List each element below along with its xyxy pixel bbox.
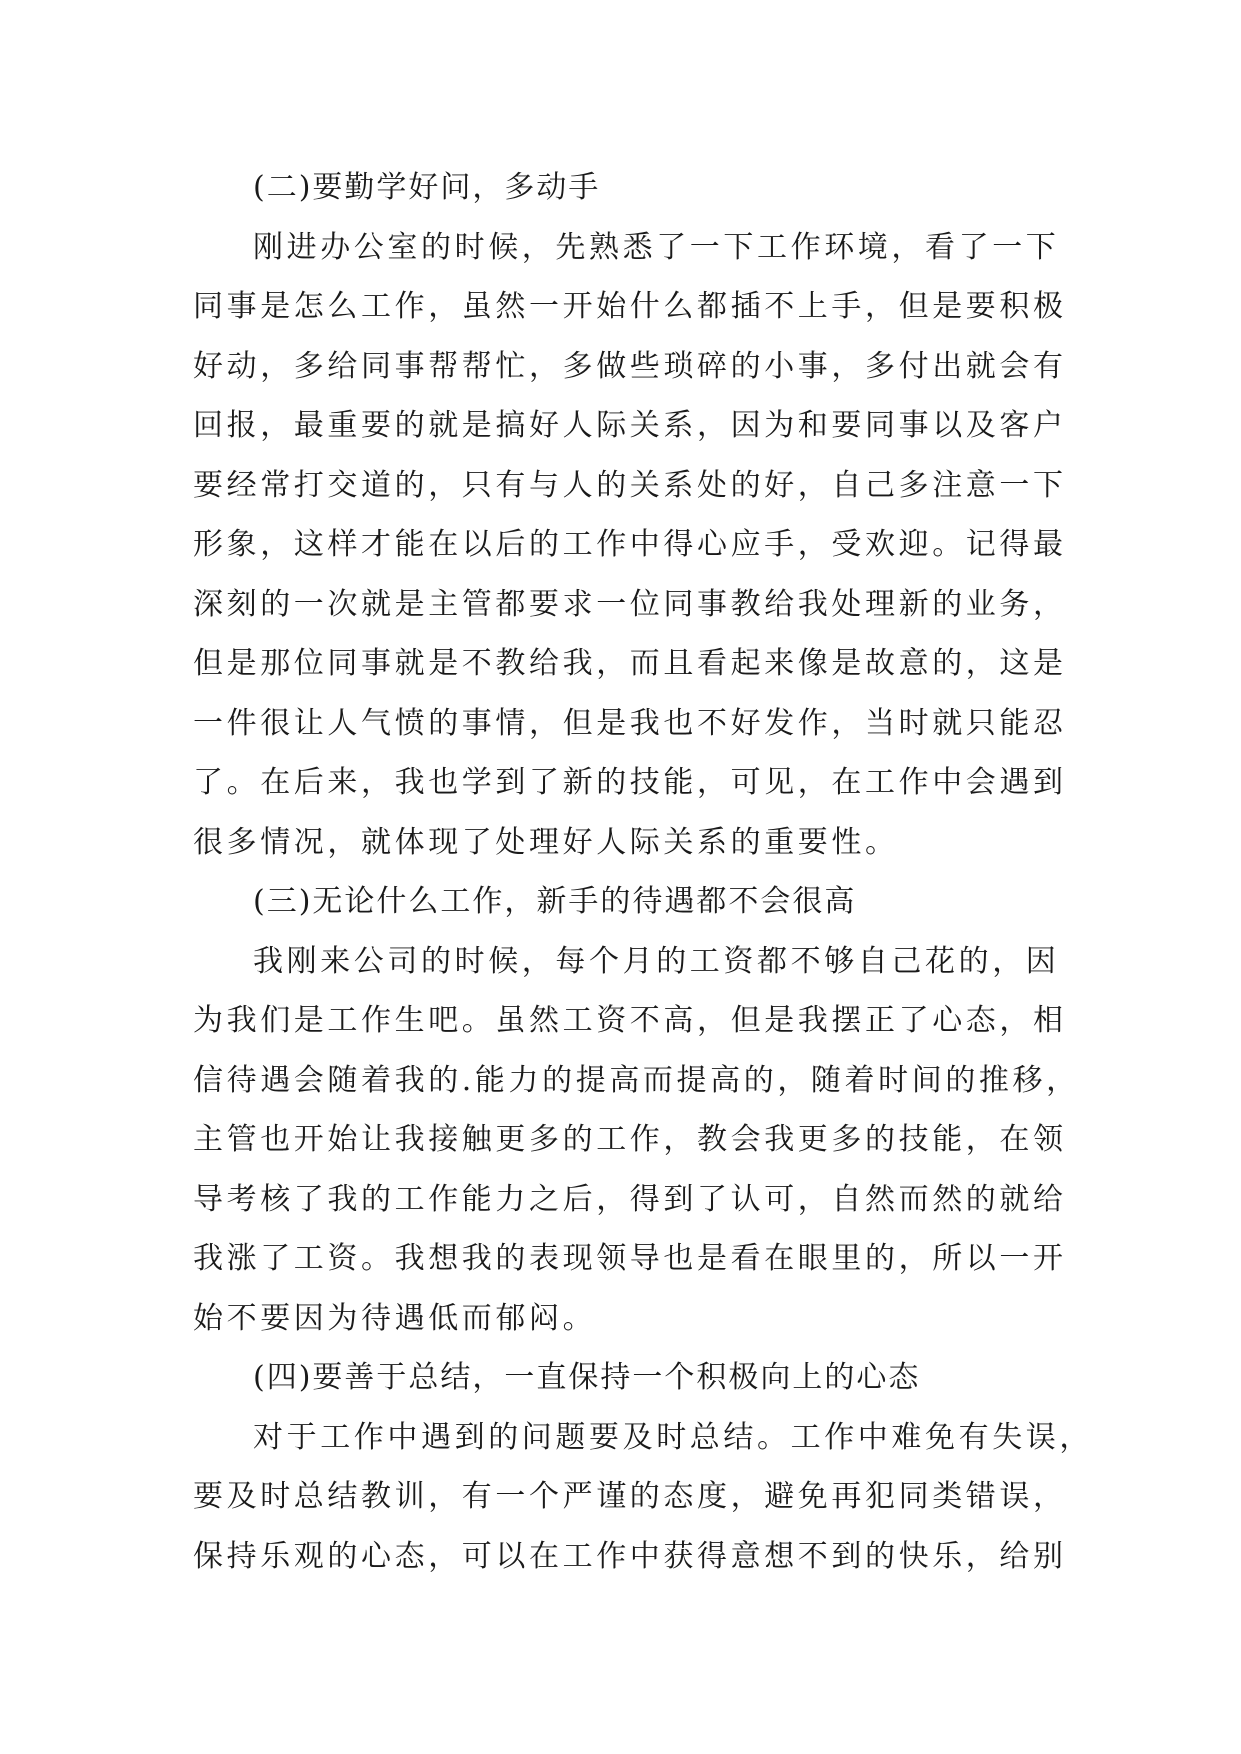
text-line: 很多情况，就体现了处理好人际关系的重要性。 <box>193 824 899 860</box>
document-body <box>193 158 1093 1586</box>
text-line: 一件很让人气愤的事情，但是我也不好发作，当时就只能忍 <box>193 705 1067 741</box>
text-line: 刚进办公室的时候，先熟悉了一下工作环境，看了一下 <box>253 229 1060 265</box>
text-line: 信待遇会随着我的.能力的提高而提高的，随着时间的推移， <box>193 1062 1080 1098</box>
text-line: 我涨了工资。我想我的表现领导也是看在眼里的，所以一开 <box>193 1241 1067 1276</box>
text-line: 形象，这样才能在以后的工作中得心应手，受欢迎。记得最 <box>193 527 1067 562</box>
text-line: 了。在后来，我也学到了新的技能，可见，在工作中会遇到 <box>193 765 1067 800</box>
text-line: 要经常打交道的，只有与人的关系处的好，自己多注意一下 <box>193 467 1067 503</box>
text-line: 好动，多给同事帮帮忙，多做些琐碎的小事，多付出就会有 <box>193 348 1067 384</box>
text-line: 保持乐观的心态，可以在工作中获得意想不到的快乐，给别 <box>193 1538 1067 1574</box>
section-body-3 <box>193 932 1080 1349</box>
section-body-4 <box>193 1408 1093 1587</box>
section-heading-4: (四)要善于总结，一直保持一个积极向上的心态 <box>253 1360 921 1395</box>
text-line: 要及时总结教训，有一个严谨的态度，避免再犯同类错误， <box>193 1479 1067 1514</box>
section-heading-2: (二)要勤学好问，多动手 <box>253 170 601 205</box>
text-line: 主管也开始让我接触更多的工作，教会我更多的技能，在领 <box>193 1122 1067 1157</box>
text-line: 我刚来公司的时候，每个月的工资都不够自己花的，因 <box>253 943 1060 979</box>
text-line: 始不要因为待遇低而郁闷。 <box>193 1300 597 1336</box>
text-line: 回报，最重要的就是搞好人际关系，因为和要同事以及客户 <box>193 408 1067 443</box>
section-body-2 <box>193 218 1067 873</box>
section-heading-3: (三)无论什么工作，新手的待遇都不会很高 <box>253 884 857 919</box>
text-line: 导考核了我的工作能力之后，得到了认可，自然而然的就给 <box>193 1181 1067 1217</box>
text-line: 深刻的一次就是主管都要求一位同事教给我处理新的业务， <box>193 586 1067 622</box>
text-line: 为我们是工作生吧。虽然工资不高，但是我摆正了心态，相 <box>193 1003 1067 1038</box>
text-line: 同事是怎么工作，虽然一开始什么都插不上手，但是要积极 <box>193 289 1067 324</box>
text-line: 对于工作中遇到的问题要及时总结。工作中难免有失误， <box>253 1419 1093 1455</box>
text-line: 但是那位同事就是不教给我，而且看起来像是故意的，这是 <box>193 646 1067 681</box>
